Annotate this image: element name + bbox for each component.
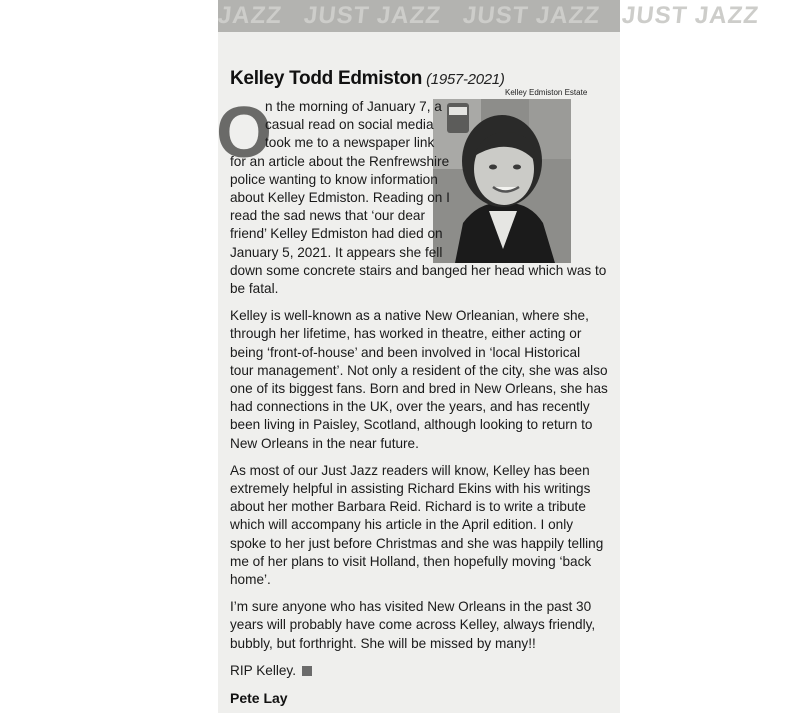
end-mark-icon	[302, 666, 312, 676]
body-line: being ‘front-of-house’ and been involved in ‘local Historical	[230, 344, 581, 360]
article-body	[230, 98, 608, 689]
banner-word: JUST JAZZ	[461, 2, 602, 29]
paragraph-4	[230, 598, 596, 653]
magazine-page	[215, 0, 761, 713]
body-line: casual read on social media	[265, 117, 434, 133]
banner-word: JUST JAZZ	[620, 2, 761, 29]
body-line: tour management’. Not only a resident of the city, she was also	[230, 362, 608, 378]
body-line: through her lifetime, has worked in theatre, either acting or	[230, 326, 582, 342]
body-line: read the sad news that ‘our dear	[230, 208, 425, 224]
body-line: police wanting to know information	[230, 171, 438, 187]
body-line: years will probably have come across Kelley, always friendly,	[230, 617, 596, 633]
paragraph-2	[230, 307, 608, 453]
body-line: about Kelley Edmiston. Reading on I	[230, 190, 450, 206]
body-line: took me to a newspaper link	[265, 135, 435, 151]
paragraph-5	[230, 662, 570, 680]
rip-line	[230, 662, 570, 680]
author-signature: Pete Lay	[230, 690, 288, 706]
body-line: bubbly, but forthright. She will be missed by many!!	[230, 635, 536, 651]
body-line: for an article about the Renfrewshire	[230, 153, 450, 169]
body-line: New Orleans in the near future.	[230, 435, 419, 451]
body-line: extremely helpful in assisting Richard Ekins with his writings	[230, 481, 591, 497]
just-jazz-banner	[216, 0, 761, 32]
body-line: I’m sure anyone who has visited New Orleans in the past 30	[230, 599, 592, 615]
body-line: home’.	[230, 572, 271, 588]
body-line: Kelley is well-known as a native New Orleanian, where she,	[230, 308, 589, 324]
body-line: down some concrete stairs and banged her head which was to	[230, 262, 607, 278]
article-title	[230, 68, 505, 90]
paragraph-3	[230, 462, 604, 589]
body-line: one of its biggest fans. Born and bred in New Orleans, she has	[230, 381, 608, 397]
body-line: been living in Paisley, Scotland, although looking to return to	[230, 417, 593, 433]
body-line: about her mother Barbara Reid. Richard is to write a tribute	[230, 499, 586, 515]
title-name: Kelley Todd Edmiston	[230, 68, 423, 89]
body-line: friend’ Kelley Edmiston had died on	[230, 226, 443, 242]
body-line: n the morning of January 7, a	[265, 99, 442, 114]
title-years: (1957-2021)	[426, 71, 505, 88]
body-line: which will accompany his article in the April edition. I only	[230, 517, 574, 533]
body-line: As most of our Just Jazz readers will know, Kelley has been	[230, 462, 590, 478]
dropcap-letter: O	[215, 93, 273, 173]
body-line: be fatal.	[230, 281, 279, 297]
body-line: had connections in the UK, over the years, and has recently	[230, 399, 590, 415]
body-line: RIP Kelley.	[230, 662, 296, 678]
photo-credit: Kelley Edmiston Estate	[505, 88, 588, 97]
body-line: me of her plans to visit Holland, then hopefully moving ‘back	[230, 553, 592, 569]
paragraph-1	[230, 98, 607, 298]
banner-word: JAZZ	[216, 2, 284, 29]
banner-word: JUST JAZZ	[302, 2, 443, 29]
body-line: spoke to her just before Christmas and she was happily telling	[230, 535, 604, 551]
body-line: January 5, 2021. It appears she fell	[230, 244, 443, 260]
